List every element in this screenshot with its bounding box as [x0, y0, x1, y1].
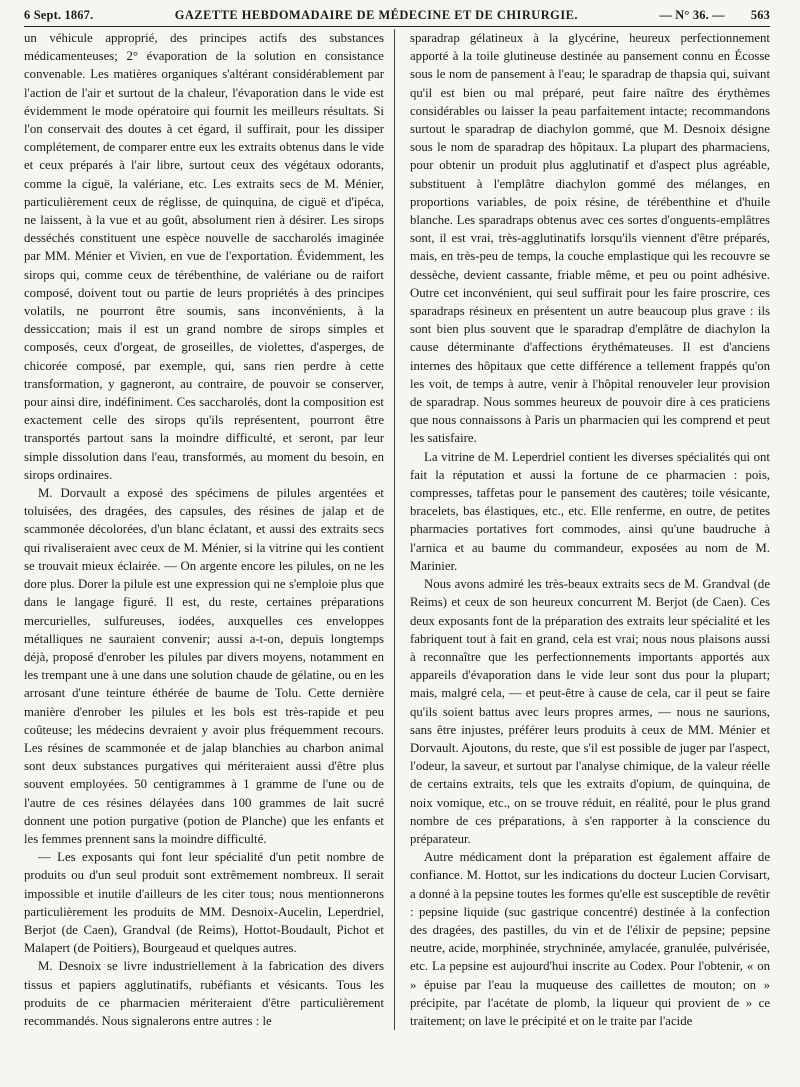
text-columns: [24, 29, 770, 1030]
paragraph: — Les exposants qui font leur spécialité d'un petit nombre de produits ou d'un seul produit sont extrêmement nombreux. Il serait impossible et inutile d'ailleurs de les citer tous; nous mentionnerons particulièrement les produits de MM. Desnoix-Aucelin, Leperdriel, Berjot (de Caen), Grandval (de Reims), Hottot-Boudault, Pichot et Malapert (de Poitiers), Bourgeaud et quelques autres.: [24, 850, 384, 956]
paragraph: M. Desnoix se livre industriellement à la fabrication des divers tissus et papiers agglutinatifs, rubéfiants et vésicants. Tous les produits de ce pharmacien mériteraient d'être particulièrement recommandés. Nous signalerons entre autres : le: [24, 959, 384, 1028]
paragraph: Autre médicament dont la préparation est également affaire de confiance. M. Hottot, sur les indications du docteur Lucien Corvisart, a donné à la pepsine toutes les formes qu'elle est susceptible de revêtir : pepsine liquide (suc gastrique concentré) destinée à la confection des dragées, des pastilles, du vin et de l'élixir de pepsine; pepsine neutre, acide, morphinée, strychninée, amylacée, granulée, pulvérisée, etc. La pepsine est aujourd'hui inscrite au Codex. Pour l'obtenir, « on » épuise par l'eau la muqueuse des caillettes de mouton; on » précipite, par l'acétate de plomb, la liqueur qui provient de » ce traitement; on lave le précipité et on le traite par l'acide: [410, 850, 770, 1028]
header-rule: [24, 26, 770, 27]
journal-title: GAZETTE HEBDOMADAIRE DE MÉDECINE ET DE CHIRURGIE.: [174, 8, 578, 22]
left-column: [24, 29, 384, 1030]
paragraph: un véhicule approprié, des principes actifs des substances médicamenteuses; 2° évaporation de la solution en consistance convenable. Les matières organiques s'altérant considérablement par l'action de l'air et surtout de la chaleur, l'évaporation dans le vide est évidemment le mode opératoire qui fournit les meilleurs résultats. Si l'on conservait des doutes à cet égard, il suffirait, pour les dissiper complétement, de comparer entre eux les extraits obtenus dans le vide et ceux préparés à l'air libre, surtout ceux des végétaux odorants, comme la ciguë, la valériane, etc. Les extraits secs de M. Ménier, particulièrement ceux de réglisse, de quinquina, de ciguë et d'ipéca, ne laissent, à la vue et au goût, absolument rien à désirer. Les sirops desséchés constituent une espèce nouvelle de saccharolés imaginée par MM. Ménier et Vivien, en vue de l'exportation. Évidemment, les sirops qui, comme ceux de térébenthine, de valériane ou de raifort composé, doivent tout ou partie de leurs propriétés à des principes volatils, ne pourront être soumis, sans inconvénients, à la dessiccation; mais il est un grand nombre de sirops simples et composés, ceux d'orgeat, de groseilles, de violettes, d'asperges, de chicorée composé, par exemple, qui, sans rien perdre à cette transformation, y gagneront, au contraire, de pouvoir se conserver, pour ainsi dire, indéfiniment. Ces saccharolés, dont la composition est exactement celle des sirops qu'ils représentent, pourront être transportés partout sans la moindre difficulté, et seront, par leur simple dissolution dans l'eau, transformés, au moment du besoin, en sirops ordinaires.: [24, 31, 384, 482]
column-divider: [394, 29, 395, 1030]
paragraph: sparadrap gélatineux à la glycérine, heureux perfectionnement apporté à la toile glutineuse destinée au pansement connu en Écosse sous le nom de pansement à l'eau; le sparadrap de thapsia qui, suivant qu'il est bien ou mal préparé, peut faire naître des érythèmes considérables ou laisser la peau parfaitement intacte; recommandons surtout le sparadrap de diachylon gommé, que M. Desnoix désigne sous le nom de sparadrap des hôpitaux. La plupart des pharmaciens, pour obtenir un produit plus agglutinatif et d'aspect plus agréable, substituent à l'emplâtre diachylon gommé des mélanges, en proportions variables, de poix résine, de térébenthine et d'huile blanche. Les sparadraps obtenus avec ces sortes d'onguents-emplâtres sont, il est vrai, très-agglutinatifs lorsqu'ils viennent d'être préparés, mais, en très-peu de temps, la couche emplastique qui les recouvre se dessèche, devient cassante, friable même, et peu ou point adhésive. Outre cet inconvénient, qui seul suffirait pour les faire proscrire, ces sparadraps résineux en présentent un autre beaucoup plus grave : ils sont bien plus souvent que le sparadrap d'emplâtre de diachylon la cause déterminante d'affections érythémateuses. Il est d'anciens internes des hôpitaux que cette différence a tellement frappés qu'on les voit, de temps à autre, venir à l'hôpital renouveler leur provision de sparadrap. Nous sommes heureux de pouvoir dire à ces praticiens que nous connaissons à Paris un pharmacien qui les comprend et peut les satisfaire.: [410, 31, 770, 446]
right-column: [410, 29, 770, 1030]
page-number: 563: [750, 8, 770, 22]
issue-number: — N° 36. —: [659, 8, 725, 22]
paragraph: La vitrine de M. Leperdriel contient les diverses spécialités qui ont fait la réputation et aussi la fortune de ce pharmacien : pois, compresses, taffetas pour le pansement des cautères; toile vésicante, bracelets, bas élastiques, etc., etc. Elle renferme, en outre, de petites pharmacies portatives fort commodes, ainsi qu'une baudruche à l'arnica et au baume du commandeur, exposées au nom de M. Marinier.: [410, 449, 770, 573]
paragraph: Nous avons admiré les très-beaux extraits secs de M. Grandval (de Reims) et ceux de son heureux concurrent M. Berjot (de Caen). Ces deux exposants font de la préparation des extraits leur spécialité et les fabriquent tout à fait en grand, cela est vrai; nous nous plaisons aussi à reconnaître que les perfectionnements importants apportés aux appareils d'évaporation dans le vide leur sont dus pour la plupart; mais, malgré cela, — et peut-être à cause de cela, car il peut se faire qu'ils soient battus avec leurs propres armes, — nous ne saurions, sans être injustes, préférer leurs produits à ceux de MM. Ménier et Dorvault. Ajoutons, du reste, que s'il est possible de juger par l'aspect, l'odeur, la saveur, et surtout par l'analyse chimique, de la valeur réelle de certains extraits, tels que les extraits d'opium, de quinquina, de noix vomique, etc., on se trouve réduit, en réalité, pour le plus grand nombre de ces préparations, à s'en rapporter à la conscience du préparateur.: [410, 577, 770, 846]
header-date: 6 Sept. 1867.: [24, 8, 94, 22]
paragraph: M. Dorvault a exposé des spécimens de pilules argentées et toluisées, des dragées, des capsules, des résines de jalap et de scammonée décolorées, d'un blanc éclatant, et aussi des extraits secs qui rivaliseraient avec ceux de M. Ménier, si la vitrine qui les contient se trouvait mieux éclairée. — On argente encore les pilules, on ne les dore plus. Dorer la pilule est une expression qui ne s'emploie plus que dans le langage figuré. Il est, du reste, certaines préparations mercurielles, sulfureuses, iodées, auxquelles ces enveloppes métalliques ne sauraient convenir; aussi a-t-on, depuis longtemps déjà, proposé d'enrober les pilules par divers moyens, notamment en les trempant une à une dans une solution chaude de gélatine, ou en les arrosant d'une teinture éthérée de baume de Tolu. Cette dernière manière d'enrober les pilules et les bols est très-rapide et peu coûteuse; les médecins devraient y avoir plus fréquemment recours. Les résines de scammonée et de jalap blanchies au charbon animal sont deux substances purgatives qui mériteraient aussi d'être plus souvent employées. 50 centigrammes à 1 gramme de l'une ou de l'autre de ces résines délayées dans 100 grammes de lait sucré donnent une potion purgative (potion de Planche) que les enfants et les femmes prennent sans la moindre difficulté.: [24, 486, 384, 846]
running-header: [24, 4, 770, 26]
